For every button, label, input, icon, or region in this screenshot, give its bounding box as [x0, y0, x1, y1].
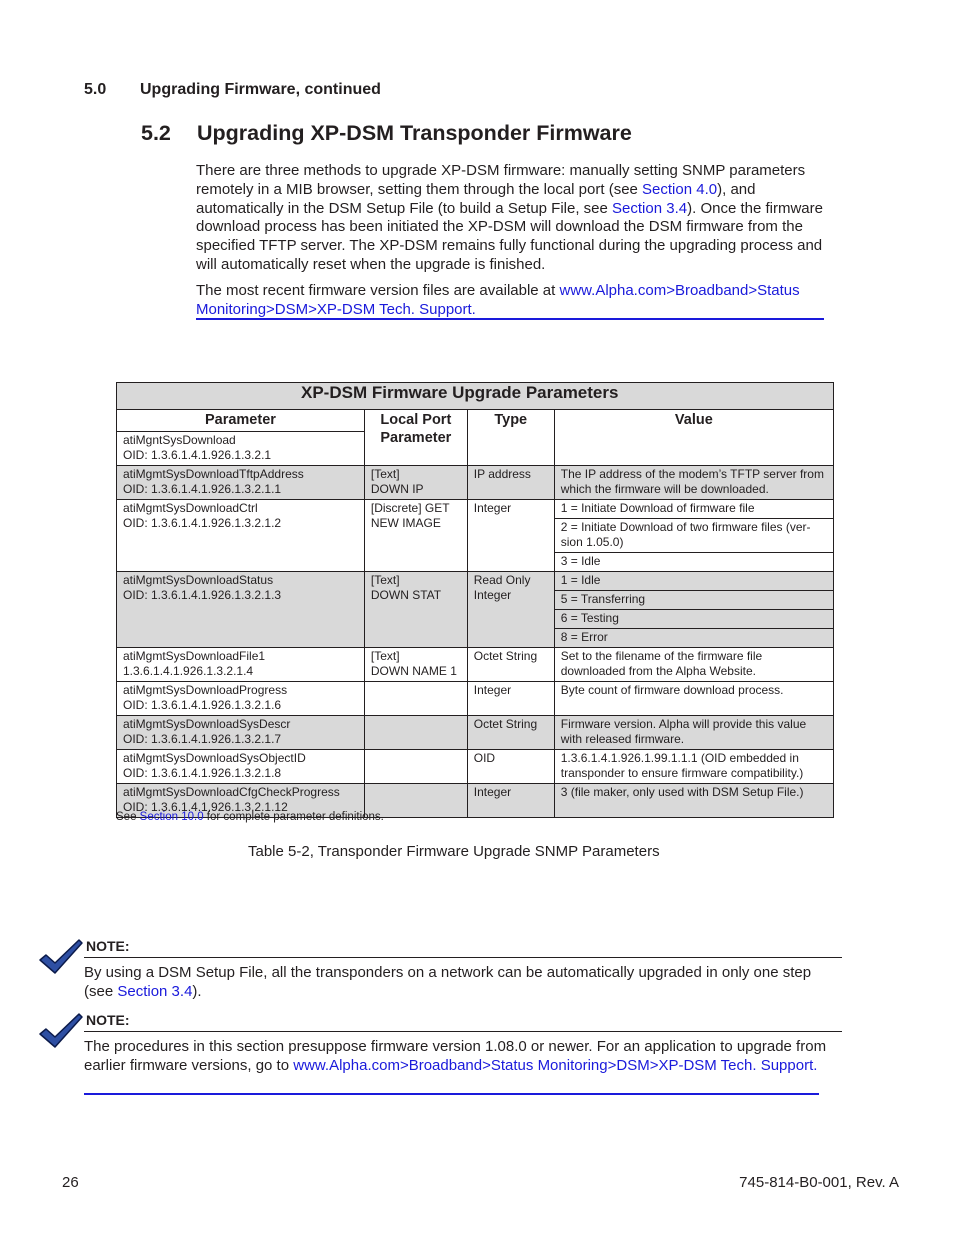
table-footnote: [116, 811, 384, 823]
note-1-text-2: ).: [192, 982, 202, 1000]
alpha-support-link[interactable]: www.Alpha.com>Broadband>Status Monitoring>DSM>XP-DSM Tech. Support.: [196, 282, 800, 318]
value-cell: [554, 500, 833, 572]
footnote-text-1: See: [116, 811, 140, 823]
firmware-text-wrap: [196, 282, 800, 319]
local-line-2: DOWN NAME 1: [370, 664, 457, 678]
footnote-text-2: for complete parameter definitions.: [203, 811, 384, 823]
table-row: [117, 682, 834, 716]
table-row: [117, 500, 834, 572]
local-cell: [364, 466, 467, 500]
header-parameter: Parameter: [117, 410, 365, 432]
note-divider: [84, 1031, 842, 1032]
param-oid: OID: 1.3.6.1.4.1.926.1.3.2.1.1: [123, 482, 282, 496]
param-cell: [117, 648, 365, 682]
value-option: 6 = Testing: [555, 610, 833, 629]
param-cell: [117, 682, 365, 716]
local-cell: [364, 716, 467, 750]
alpha-support-note-link[interactable]: www.Alpha.com>Broadband>Status Monitoring>DSM>XP-DSM Tech. Support.: [293, 1056, 818, 1074]
param-name: atiMgmtSysDownloadProgress: [123, 683, 288, 697]
type-text: Read Only Integer: [473, 573, 531, 602]
value-cell: Byte count of firmware download process.: [554, 682, 833, 716]
param-name: atiMgntSysDownload: [123, 433, 236, 447]
local-line-1: [Text]: [370, 649, 400, 663]
param-name: atiMgmtSysDownloadSysObjectID: [123, 751, 306, 765]
value-cell: 3 (file maker, only used with DSM Setup File.): [554, 784, 833, 818]
firmware-text: The most recent firmware version files are available at: [196, 282, 560, 299]
local-cell: [364, 682, 467, 716]
local-line-1: [Discrete] GET: [370, 501, 450, 515]
type-cell: Integer: [467, 784, 554, 818]
firmware-paragraph: [196, 282, 836, 320]
link-underline: [84, 1093, 819, 1095]
param-cell: [117, 500, 365, 572]
type-cell: IP address: [467, 466, 554, 500]
table-row: [117, 716, 834, 750]
note-1-text-1: By using a DSM Setup File, all the transponders on a network can be automatically upgraded in only one step (see: [84, 964, 812, 1000]
section-10-link[interactable]: Section 10.0: [139, 811, 204, 823]
section-3-4-note-link[interactable]: Section 3.4: [117, 982, 193, 1000]
page-number: 26: [62, 1174, 79, 1191]
local-cell: [364, 572, 467, 648]
table-row: [117, 466, 834, 500]
local-line-2: DOWN STAT: [370, 588, 442, 602]
param-cell: [117, 716, 365, 750]
param-oid: OID: 1.3.6.1.4.1.926.1.3.2.1.2: [123, 516, 282, 530]
type-cell: Octet String: [467, 716, 554, 750]
local-cell: [364, 500, 467, 572]
intro-text-2: ), and automatically in the DSM Setup File (to build a Setup File, see: [196, 180, 756, 217]
intro-text-1: There are three methods to upgrade XP-DSM firmware: manually setting SNMP parameters remotely in a MIB browser, setting them through the local port (see: [196, 162, 806, 198]
param-name: atiMgmtSysDownloadFile1: [123, 649, 266, 663]
local-line-2: DOWN IP: [370, 482, 424, 496]
section-header: [84, 81, 381, 99]
note-divider: [84, 957, 842, 958]
type-cell: Octet String: [467, 648, 554, 682]
value-option: 5 = Transferring: [555, 591, 833, 610]
local-line-2: NEW IMAGE: [370, 516, 441, 530]
table-row: [117, 750, 834, 784]
param-oid: OID: 1.3.6.1.4.1.926.1.3.2.1.3: [123, 588, 282, 602]
note-1-text: [84, 964, 844, 1002]
intro-paragraph: [196, 162, 836, 275]
link-underline: [196, 318, 824, 320]
type-cell: [467, 572, 554, 648]
value-option: 1 = Idle: [555, 572, 833, 591]
param-name: atiMgmtSysDownloadStatus: [123, 573, 274, 587]
value-option: 2 = Initiate Download of two firmware files (ver-sion 1.05.0): [555, 519, 833, 553]
page-title: [141, 121, 632, 146]
type-cell: Integer: [467, 500, 554, 572]
section-number: 5.0: [84, 81, 107, 98]
param-oid: OID: 1.3.6.1.4.1.926.1.3.2.1.12: [123, 800, 288, 814]
value-cell: The IP address of the modem’s TFTP server from which the firmware will be downloaded.: [554, 466, 833, 500]
local-cell: [364, 648, 467, 682]
section-3-4-link[interactable]: Section 3.4: [612, 199, 688, 217]
title-number: 5.2: [141, 121, 171, 145]
table-row: [117, 648, 834, 682]
param-name: atiMgmtSysDownloadSysDescr: [123, 717, 291, 731]
title-text: Upgrading XP-DSM Transponder Firmware: [197, 121, 632, 145]
type-cell: OID: [467, 750, 554, 784]
value-option: 3 = Idle: [560, 554, 601, 568]
value-cell: Firmware version. Alpha will provide this value with released firmware.: [554, 716, 833, 750]
value-cell: Set to the filename of the firmware file downloaded from the Alpha Website.: [554, 648, 833, 682]
type-cell: Integer: [467, 682, 554, 716]
local-line-1: [Text]: [370, 573, 400, 587]
param-cell: [117, 432, 365, 466]
section-4-link[interactable]: Section 4.0: [642, 180, 718, 198]
param-oid: OID: 1.3.6.1.4.1.926.1.3.2.1.6: [123, 698, 282, 712]
param-cell: [117, 572, 365, 648]
param-oid: OID: 1.3.6.1.4.1.926.1.3.2.1: [123, 448, 272, 462]
note-title: NOTE:: [86, 1012, 130, 1028]
checkmark-icon: [38, 938, 84, 976]
param-name: atiMgmtSysDownloadCfgCheckProgress: [123, 785, 340, 799]
table-row: [117, 572, 834, 648]
local-cell: [364, 750, 467, 784]
parameters-table: [116, 382, 834, 818]
param-oid: OID: 1.3.6.1.4.1.926.1.3.2.1.7: [123, 732, 282, 746]
table-caption: XP-DSM Firmware Upgrade Parameters: [117, 383, 834, 410]
section-title: Upgrading Firmware, continued: [140, 81, 381, 98]
checkmark-icon: [38, 1012, 84, 1050]
param-name: atiMgmtSysDownloadCtrl: [123, 501, 258, 515]
header-local-port: Local Port Parameter: [364, 410, 467, 466]
value-option: 8 = Error: [560, 630, 608, 644]
param-cell: [117, 466, 365, 500]
param-cell: [117, 750, 365, 784]
note-2-text-1: The procedures in this section presuppose firmware version 1.08.0 or newer. For an application to upgrade from earlier firmware versions, go to: [84, 1038, 827, 1074]
value-cell: 1.3.6.1.4.1.926.1.99.1.1.1 (OID embedded in transponder to ensure firmware compatibility.): [554, 750, 833, 784]
header-value: Value: [554, 410, 833, 466]
intro-text-3: ). Once the firmware download process has been initiated the XP-DSM will download the DSM firmware from the specified TFTP server. The XP-DSM remains fully functional during the upgrading process and will automatically reset when the upgrade is finished.: [196, 199, 823, 273]
table-caption-text: Table 5-2, Transponder Firmware Upgrade SNMP Parameters: [248, 843, 660, 860]
header-type: Type: [467, 410, 554, 466]
param-oid: 1.3.6.1.4.1.926.1.3.2.1.4: [123, 664, 254, 678]
value-cell: [554, 572, 833, 648]
local-line-1: [Text]: [370, 467, 400, 481]
param-name: atiMgmtSysDownloadTftpAddress: [123, 467, 304, 481]
note-title: NOTE:: [86, 938, 130, 954]
note-2-text: [84, 1038, 829, 1076]
param-oid: OID: 1.3.6.1.4.1.926.1.3.2.1.8: [123, 766, 282, 780]
document-number: 745-814-B0-001, Rev. A: [739, 1174, 899, 1191]
value-option: 1 = Initiate Download of firmware file: [555, 500, 833, 519]
